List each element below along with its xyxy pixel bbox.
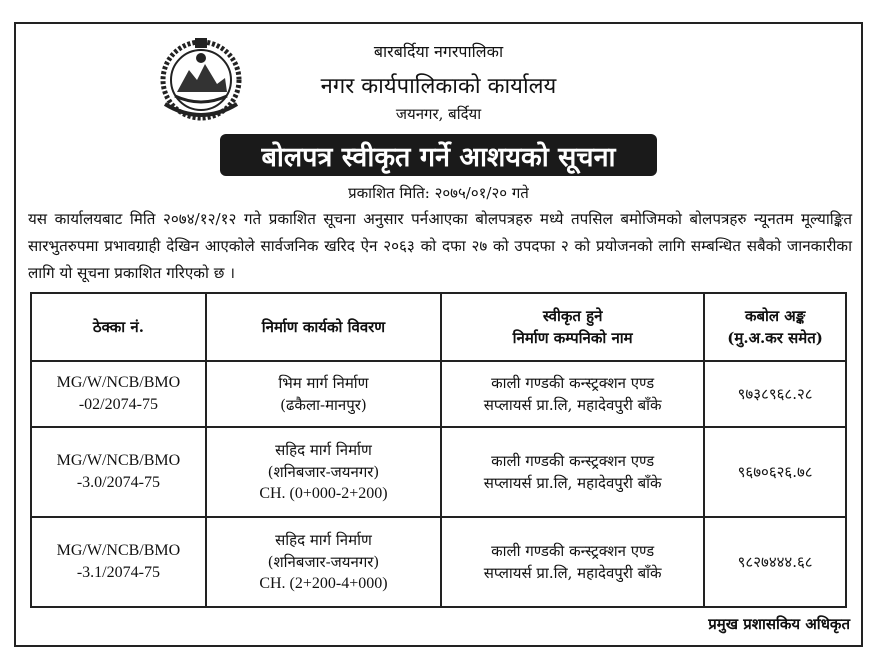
description-cell: भिम मार्ग निर्माण (ढकैला-मानपुर) <box>206 361 441 427</box>
description-cell: सहिद मार्ग निर्माण (शनिबजार-जयनगर) CH. (2+200-4+000) <box>206 517 441 607</box>
company-cell: काली गण्डकी कन्स्ट्रक्शन एण्ड सप्लायर्स प्रा.लि, महादेवपुरी बाँके <box>441 427 704 517</box>
table-row <box>31 361 846 427</box>
org-name: बारबर्दिया नगरपालिका <box>373 42 504 61</box>
header-description: निर्माण कार्यको विवरण <box>206 293 441 361</box>
company-cell: काली गण्डकी कन्स्ट्रक्शन एण्ड सप्लायर्स प्रा.लि, महादेवपुरी बाँके <box>441 361 704 427</box>
contract-no-cell: MG/W/NCB/BMO -3.1/2074-75 <box>31 517 206 607</box>
notice-title: बोलपत्र स्वीकृत गर्ने आशयको सूचना <box>261 141 616 173</box>
contract-no-cell: MG/W/NCB/BMO -3.0/2074-75 <box>31 427 206 517</box>
published-date: प्रकाशित मिति: २०७५/०१/२० गते <box>348 184 529 202</box>
company-cell: काली गण्डकी कन्स्ट्रक्शन एण्ड सप्लायर्स प्रा.लि, महादेवपुरी बाँके <box>441 517 704 607</box>
amount-cell: ९८२७४४४.६८ <box>704 517 846 607</box>
amount-cell: ९७३८९६८.२८ <box>704 361 846 427</box>
header-company: स्वीकृत हुने निर्माण कम्पनिको नाम <box>441 293 704 361</box>
office-location: जयनगर, बर्दिया <box>395 105 482 123</box>
contract-no-cell: MG/W/NCB/BMO -02/2074-75 <box>31 361 206 427</box>
office-name: नगर कार्यपालिकाको कार्यालय <box>320 74 557 99</box>
table-row <box>31 517 846 607</box>
table-row <box>31 427 846 517</box>
header-contract-no: ठेक्का नं. <box>31 293 206 361</box>
table-header-row <box>31 293 846 361</box>
notice-body: यस कार्यालयबाट मिति २०७४/१२/१२ गते प्रकाशित सूचना अनुसार पर्नआएका बोलपत्रहरु मध्ये तपसिल बमोजिमको बोलपत्रहरु न्यूनतम मूल्याङ्कित सारभुतरुपमा प्रभावग्राही देखिन आएकोले सार्वजनिक खरिद ऐन २०६३ को दफा २७ को उपदफा २ को प्रयोजनको लागि सम्बन्धित सबैको जानकारीका लागि यो सूचना प्रकाशित गरिएको छ । <box>28 210 852 282</box>
contract-table <box>30 292 847 608</box>
notice-title-banner <box>220 134 657 176</box>
amount-cell: ९६७०६२६.७८ <box>704 427 846 517</box>
header-amount: कबोल अङ्क (मु.अ.कर समेत) <box>704 293 846 361</box>
description-cell: सहिद मार्ग निर्माण (शनिबजार-जयनगर) CH. (0+000-2+200) <box>206 427 441 517</box>
signatory-title: प्रमुख प्रशासकिय अधिकृत <box>708 615 850 633</box>
